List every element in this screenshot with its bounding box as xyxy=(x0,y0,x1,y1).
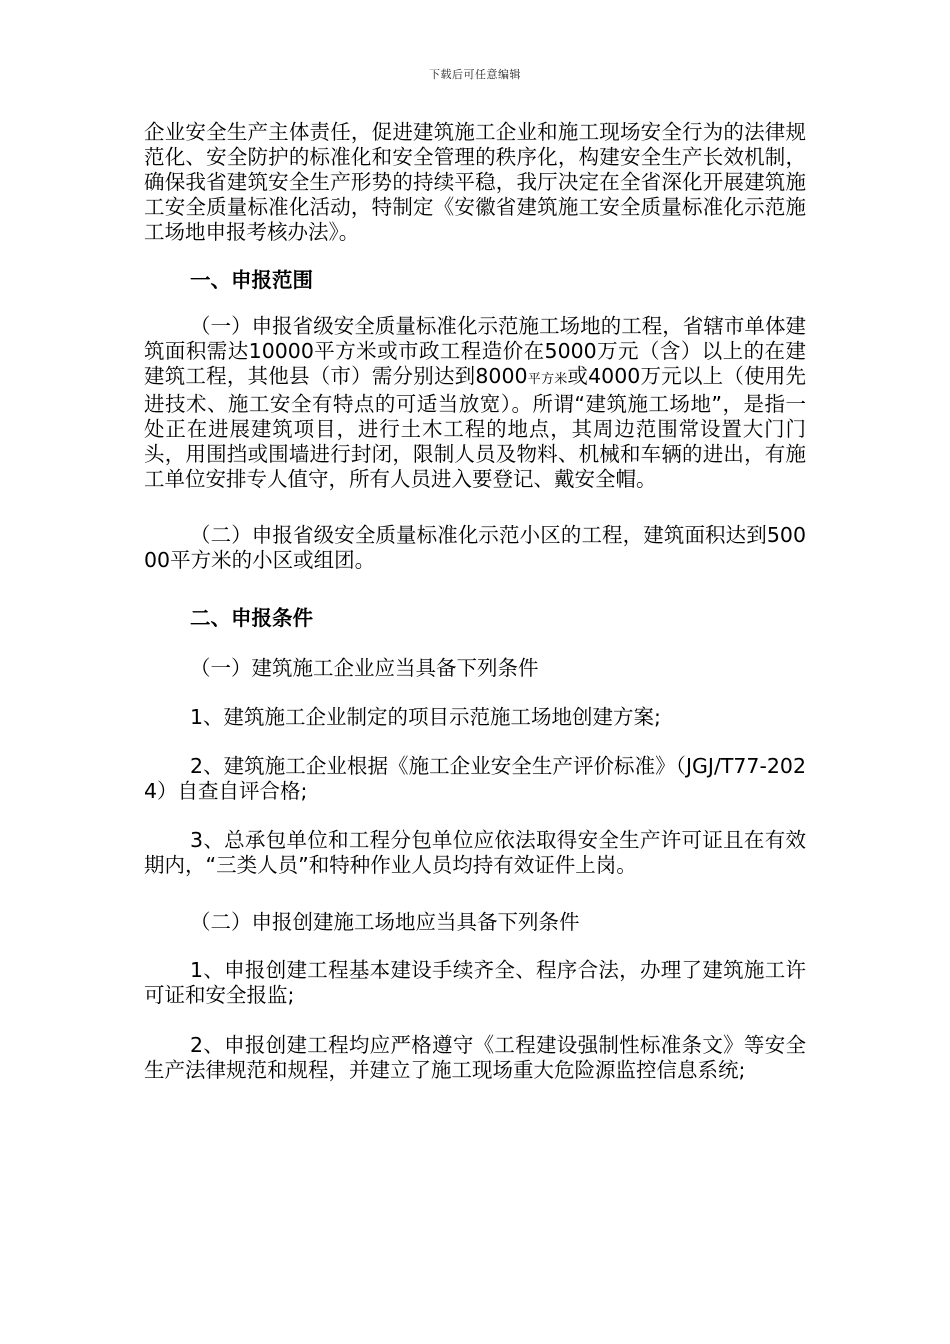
scope-item-2: （二）申报省级安全质量标准化示范小区的工程，建筑面积达到50000平方米的小区或组团。 xyxy=(144,523,806,572)
scope-item-1-text-a: （一）申报省级安全质量标准化示范施工场地的工程，省辖市单体建筑面积需达10000平方米或市政工程造价在5000万元（含）以上的在建建筑工程，其他县（市）需分别达到8000 xyxy=(144,314,806,388)
conditions-sub2-item1: 1、申报创建工程基本建设手续齐全、程序合法，办理了建筑施工许可证和安全报监; xyxy=(144,958,806,1007)
scope-item-1 xyxy=(144,314,806,492)
page-header-note: 下载后可任意编辑 xyxy=(429,68,521,81)
section-heading-scope: 一、申报范围 xyxy=(190,268,313,292)
intro-paragraph: 企业安全生产主体责任，促进建筑施工企业和施工现场安全行为的法律规范化、安全防护的标准化和安全管理的秩序化，构建安全生产长效机制，确保我省建筑安全生产形势的持续平稳，我厅决定在全省深化开展建筑施工安全质量标准化活动，特制定《安徽省建筑施工安全质量标准化示范施工场地申报考核办法》。 xyxy=(144,120,806,244)
conditions-sub1-item1: 1、建筑施工企业制定的项目示范施工场地创建方案; xyxy=(190,705,661,729)
conditions-sub1-item3: 3、总承包单位和工程分包单位应依法取得安全生产许可证且在有效期内，“三类人员”和特种作业人员均持有效证件上岗。 xyxy=(144,828,806,877)
document-body xyxy=(144,120,806,1083)
conditions-sub2-title: （二）申报创建施工场地应当具备下列条件 xyxy=(190,910,580,934)
scope-item-1-text-b: 或4000万元以上（使用先进技术、施工安全有特点的可适当放宽）。所谓“建筑施工场地”，是指一处正在进展建筑项目，进行土木工程的地点，其周边范围常设置大门门头，用围挡或围墙进行封闭，限制人员及物料、机械和车辆的进出，有施工单位安排专人值守，所有人员进入要登记、戴安全帽。 xyxy=(144,364,806,491)
conditions-sub1-title: （一）建筑施工企业应当具备下列条件 xyxy=(190,656,539,680)
conditions-sub2-item2: 2、申报创建工程均应严格遵守《工程建设强制性标准条文》等安全生产法律规范和规程，并建立了施工现场重大危险源监控信息系统; xyxy=(144,1033,806,1082)
scope-item-1-unit: 平方米 xyxy=(527,372,568,387)
section-heading-conditions: 二、申报条件 xyxy=(190,606,313,630)
conditions-sub1-item2: 2、建筑施工企业根据《施工企业安全生产评价标准》（JGJ/T77-2024）自查自评合格; xyxy=(144,754,806,803)
